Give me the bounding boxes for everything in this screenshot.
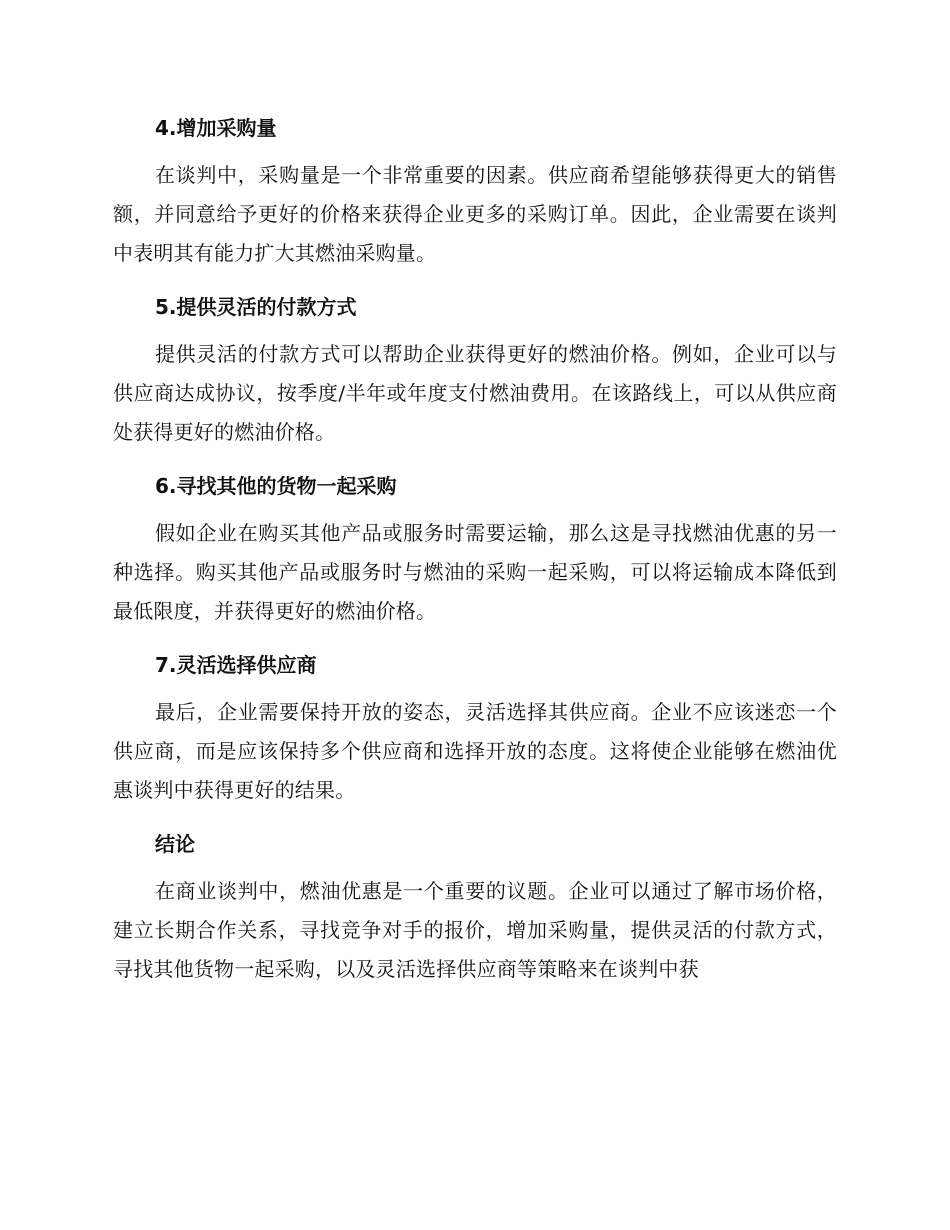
section-heading-conclusion: 结论 xyxy=(155,832,195,856)
section-paragraph-flexible-supplier: 最后，企业需要保持开放的姿态，灵活选择其供应商。企业不应该迷恋一个供应商，而是应该保持多个供应商和选择开放的态度。这将使企业能够在燃油优惠谈判中获得更好的结果。 xyxy=(113,700,837,802)
section-heading-flexible-payment: 5.提供灵活的付款方式 xyxy=(155,295,357,319)
section-paragraph-flexible-payment: 提供灵活的付款方式可以帮助企业获得更好的燃油价格。例如，企业可以与供应商达成协议，按季度/半年或年度支付燃油费用。在该路线上，可以从供应商处获得更好的燃油价格。 xyxy=(113,342,837,444)
section-heading-flexible-supplier: 7.灵活选择供应商 xyxy=(155,653,317,677)
section-heading-increase-volume: 4.增加采购量 xyxy=(155,116,277,140)
section-heading-bundle-purchase: 6.寻找其他的货物一起采购 xyxy=(155,474,397,498)
document-body xyxy=(113,108,837,1003)
section-paragraph-increase-volume: 在谈判中，采购量是一个非常重要的因素。供应商希望能够获得更大的销售额，并同意给予更好的价格来获得企业更多的采购订单。因此，企业需要在谈判中表明其有能力扩大其燃油采购量。 xyxy=(113,163,837,265)
section-paragraph-conclusion: 在商业谈判中，燃油优惠是一个重要的议题。企业可以通过了解市场价格，建立长期合作关系，寻找竞争对手的报价，增加采购量，提供灵活的付款方式，寻找其他货物一起采购，以及灵活选择供应商等策略来在谈判中获 xyxy=(113,879,837,981)
section-paragraph-bundle-purchase: 假如企业在购买其他产品或服务时需要运输，那么这是寻找燃油优惠的另一种选择。购买其他产品或服务时与燃油的采购一起采购，可以将运输成本降低到最低限度，并获得更好的燃油价格。 xyxy=(113,521,837,623)
